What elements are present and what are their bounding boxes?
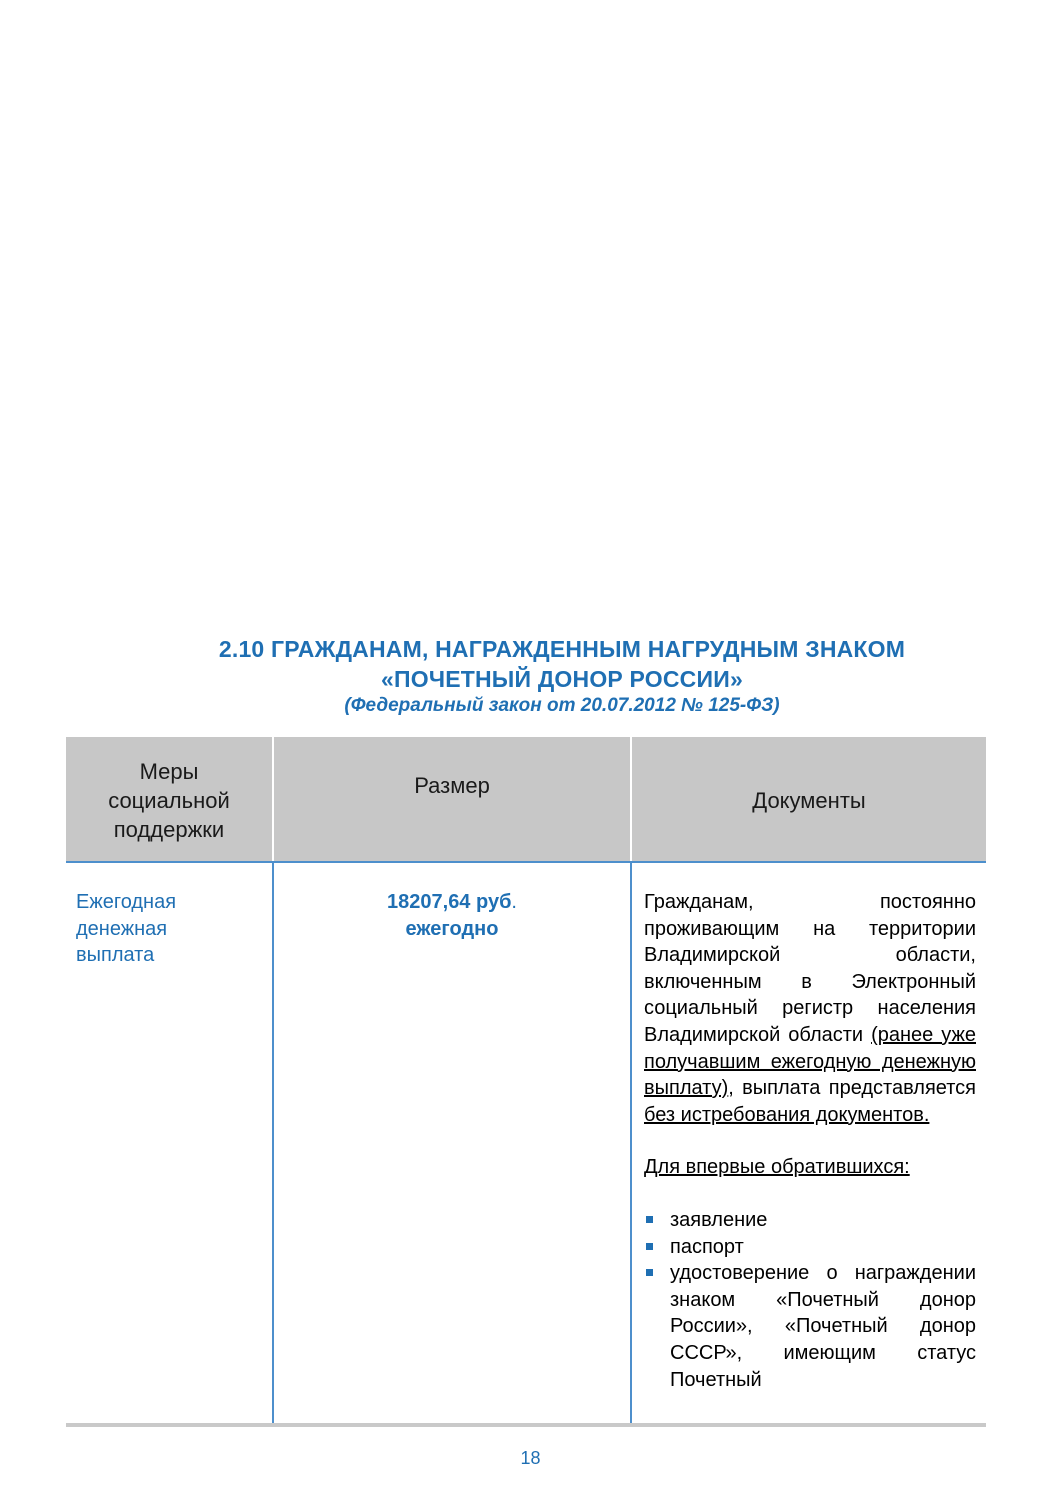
cell-documents	[644, 889, 976, 1393]
header-measures	[66, 737, 272, 861]
header-size	[274, 737, 630, 861]
header-divider	[272, 737, 274, 861]
list-item	[644, 1234, 976, 1261]
list-item-text: удостоверение о награждении знаком «Почетный донор России», «Почетный донор СССР», имеющим статус Почетный	[670, 1262, 976, 1391]
header-measures-line: поддержки	[113, 817, 225, 842]
list-item	[644, 1260, 976, 1393]
square-bullet-icon	[646, 1269, 653, 1276]
size-period: ежегодно	[405, 917, 499, 940]
header-size-label: Размер	[414, 773, 490, 798]
documents-paragraph	[644, 889, 976, 1128]
support-measures-table	[66, 737, 986, 1427]
header-measures-line: Меры	[139, 759, 199, 784]
documents-list	[644, 1207, 976, 1393]
header-documents-label: Документы	[752, 788, 866, 813]
documents-no-request: без истребования документов.	[644, 1103, 930, 1126]
measure-line: Ежегодная	[76, 891, 177, 913]
square-bullet-icon	[646, 1243, 653, 1250]
size-amount-line	[274, 889, 630, 916]
section-title-line-2: «ПОЧЕТНЫЙ ДОНОР РОССИИ»	[381, 666, 743, 692]
documents-condition: (ранее уже получавшим ежегодную денежную выплату)	[644, 1023, 976, 1100]
list-item-text: заявление	[670, 1208, 768, 1231]
measure-line: денежная	[76, 917, 168, 940]
square-bullet-icon	[646, 1216, 653, 1223]
page-number: 18	[520, 1448, 541, 1468]
section-title-line-1: 2.10 ГРАЖДАНАМ, НАГРАЖДЕННЫМ НАГРУДНЫМ ЗНАКОМ	[218, 636, 906, 662]
header-divider	[630, 737, 632, 861]
documents-mid: , выплата представляется	[728, 1077, 976, 1100]
table-header	[66, 737, 986, 863]
cell-measure	[76, 889, 266, 969]
measure-line: выплата	[76, 944, 155, 967]
header-documents	[632, 737, 986, 861]
documents-intro: Гражданам, постоянно проживающим на территории Владимирской области, включенным в Электронный социальный регистр населения Владимирской области	[644, 891, 976, 1046]
table-bottom-rule	[66, 1423, 986, 1427]
header-measures-line: социальной	[108, 788, 230, 813]
cell-size	[274, 889, 630, 942]
law-reference: (Федеральный закон от 20.07.2012 № 125-ФЗ)	[344, 695, 780, 716]
list-item-text: паспорт	[670, 1235, 744, 1258]
list-item	[644, 1207, 976, 1234]
size-dot: .	[511, 891, 517, 913]
size-amount: 18207,64 руб	[387, 891, 512, 913]
first-time-heading: Для впервые обратившихся:	[644, 1156, 910, 1179]
